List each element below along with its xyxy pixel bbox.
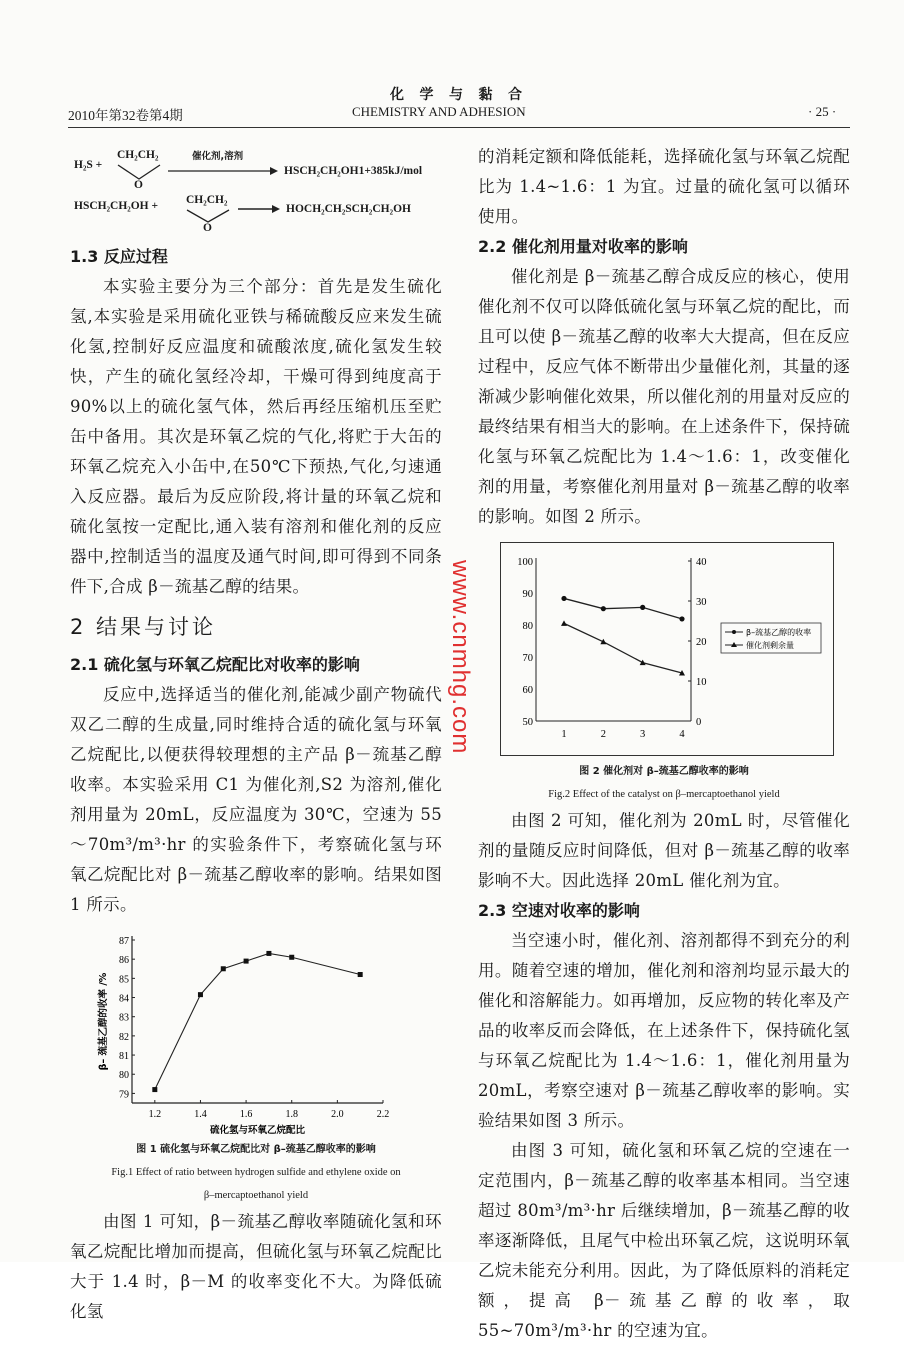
eq1-condition: 催化剂,溶剂 [192,151,244,162]
data-point [561,620,567,626]
x-tick-label: 2.2 [376,1109,390,1120]
right-tick-label: 10 [696,677,707,688]
y-tick-label: 81 [119,1051,129,1063]
data-point [561,596,566,601]
final-paragraph: 由图 3 可知，硫化氢和环氧乙烷的空速在一定范围内，β－巯基乙醇的收率基本相同。当空速超过 80m³/m³·hr 后继续增加，β－巯基乙醇的收率逐渐降低，且尾气中检出环氧乙烷，这说明环氧乙烷未能充分利用。因此，为了降低原料的消耗定额，提高 β－巯基乙醇的收率，取 55~70m³/m³·hr 的空速为宜。 [478,1141,850,1340]
data-point [679,616,684,621]
section-2-2-heading: 2.2 催化剂用量对收率的影响 [478,237,688,256]
eq2-left: HSCH₂CH₂OH + [74,200,159,212]
journal-title-en: CHEMISTRY AND ADHESION [352,104,526,119]
data-point [640,660,646,666]
figure-2-caption-en: Fig.2 Effect of the catalyst on β–mercaptoethanol yield [548,789,780,800]
x-tick-label: 1.6 [239,1109,253,1120]
y-tick-label: 87 [119,936,129,947]
figure-1 [70,928,442,1138]
eq1-epoxide-o: O [134,179,143,191]
left-tick-label: 100 [517,557,533,568]
arrow-icon [238,204,280,214]
figure-1-caption-en-2: β–mercaptoethanol yield [203,1190,309,1201]
eq2-epoxide: CH₂CH₂ [186,194,228,206]
figure-1-caption-en-1: Fig.1 Effect of ratio between hydrogen sulfide and ethylene oxide on [111,1167,401,1178]
right-column [478,142,850,1346]
journal-title-cn: 化 学 与 黏 合 [390,88,528,103]
x-tick-label: 2.0 [331,1109,344,1120]
x-tick-label: 4 [679,729,685,740]
section-2-1-heading: 2.1 硫化氢与环氧乙烷配比对收率的影响 [70,655,360,674]
x-tick-label: 1.2 [148,1109,162,1120]
data-point [221,966,226,971]
section-2-1-paragraph: 反应中,选择适当的催化剂,能减少副产物硫代双乙二醇的生成量,同时维持合适的硫化氢与环氧乙烷配比,以便获得较理想的主产品 β－巯基乙醇收率。本实验采用 C1 为催化剂,S2 为溶剂,催化剂用量为 20mL，反应温度为 30℃，空速为 55～70m³/m³·hr 的实验条件下，考察硫化氢与环氧乙烷配比对 β－巯基乙醇收率的影响。结果如图 1 所示。 [70,685,442,914]
page-number: · 25 · [808,104,837,119]
section-2-2-paragraph: 催化剂是 β－巯基乙醇合成反应的核心，使用催化剂不仅可以降低硫化氢与环氧乙烷的配比，而且可以使 β－巯基乙醇的收率大大提高，但在反应过程中，反应气体不断带出少量催化剂，其量的逐渐减少影响催化效果，所以催化剂的用量对反应的最终结果有相当大的影响。在上述条件下，保持硫化氢与环氧乙烷配比为 1.4～1.6：1，改变催化剂的用量，考察催化剂用量对 β－巯基乙醇的收率的影响。如图 2 所示。 [478,267,850,526]
eq1-epoxide: CH₂CH₂ [117,149,159,161]
section-2-heading: 2 结果与讨论 [70,615,217,639]
y-tick-label: 86 [119,955,129,967]
figure-2-frame [500,542,834,756]
series-line-1 [564,623,682,673]
data-point [152,1087,157,1092]
y-tick-label: 84 [119,993,129,1005]
section-2-3-heading: 2.3 空速对收率的影响 [478,901,640,920]
eq2-epoxide-o: O [203,222,212,234]
left-tick-label: 60 [522,685,533,696]
y-tick-label: 83 [119,1012,129,1024]
figure-1-caption-cn: 图 1 硫化氢与环氧乙烷配比对 β–巯基乙醇收率的影响 [136,1144,376,1155]
data-point [198,992,203,997]
legend-marker [732,630,736,634]
eq2-right: HOCH₂CH₂SCH₂CH₂OH [286,203,411,215]
right-tick-label: 0 [696,717,702,728]
right-tick-label: 20 [696,637,707,648]
right-tick-label: 30 [696,597,707,608]
data-point [600,639,606,645]
x-tick-label: 1 [561,729,567,740]
x-tick-label: 1.8 [285,1109,298,1120]
issue-info: 2010年第32卷第4期 [68,108,183,123]
data-point [266,951,271,956]
x-tick-label: 3 [640,729,646,740]
left-tick-label: 70 [522,653,533,664]
left-tick-label: 90 [522,589,533,600]
data-point [601,606,606,611]
y-tick-label: 79 [119,1089,129,1101]
legend-label: β–巯基乙醇的收率 [746,628,812,637]
eq1-left: H₂S + [74,159,103,171]
y-tick-label: 85 [119,974,129,986]
x-axis-label: 硫化氢与环氧乙烷配比 [209,1125,306,1136]
x-tick-label: 1.4 [194,1109,207,1120]
watermark: www.cnmhg.com [447,560,474,755]
figure-2-caption-cn: 图 2 催化剂对 β–巯基乙醇收率的影响 [579,766,749,777]
y-tick-label: 82 [119,1031,129,1043]
arrow-icon [168,166,278,176]
left-tick-label: 50 [522,717,533,728]
after-figure-2-paragraph: 由图 2 可知，催化剂为 20mL 时，尽管催化剂的量随反应时间降低，但对 β－巯基乙醇的收率影响不大。因此选择 20mL 催化剂为宜。 [478,811,850,890]
section-2-3-paragraph: 当空速小时，催化剂、溶剂都得不到充分的利用。随着空速的增加，催化剂和溶剂均显示最大的催化和溶解能力。如再增加，反应物的转化率及产品的收率反而会降低，在上述条件下，保持硫化氢与环氧乙烷配比为 1.4～1.6：1，催化剂用量为 20mL，考察空速对 β－巯基乙醇收率的影响。实验结果如图 3 所示。 [478,931,850,1130]
continued-paragraph: 的消耗定额和降低能耗，选择硫化氢与环氧乙烷配比为 1.4~1.6：1 为宜。过量的硫化氢可以循环使用。 [478,147,850,226]
left-tick-label: 80 [522,621,533,632]
left-column [70,242,442,1327]
series-line [155,953,360,1089]
eq1-right: HSCH₂CH₂OH1+385kJ/mol [284,165,423,177]
after-figure-1-paragraph: 由图 1 可知，β－巯基乙醇收率随硫化氢和环氧乙烷配比增加而提高，但硫化氢与环氧乙烷配比大于 1.4 时，β－M 的收率变化不大。为降低硫化氢 [70,1212,442,1321]
section-1-3-heading: 1.3 反应过程 [70,247,168,266]
right-tick-label: 40 [696,557,707,568]
section-1-3-paragraph: 本实验主要分为三个部分：首先是发生硫化氢,本实验是采用硫化亚铁与稀硫酸反应来发生硫化氢,控制好反应温度和硫酸浓度,硫化氢发生较快，产生的硫化氢经冷却，干燥可得到纯度高于90%以上的硫化氢气体，然后再经压缩机压至贮缶中备用。其次是环氧乙烷的气化,将贮于大缶的环氧乙烷充入小缶中,在50℃下预热,气化,匀速通入反应器。最后为反应阶段,将计量的环氧乙烷和硫化氢按一定配比,通入装有溶剂和催化剂的反应器中,控制适当的温度及通气时间,即可得到不同条件下,合成 β－巯基乙醇的结果。 [70,277,442,596]
y-tick-label: 80 [119,1070,129,1082]
data-point [640,605,645,610]
data-point [358,972,363,977]
y-axis-label: β– 巯基乙醇的收率 /% [98,972,109,1071]
x-tick-label: 2 [600,729,606,740]
series-line-0 [564,598,682,618]
figure-2-chart [501,543,833,755]
data-point [244,959,249,964]
legend-label: 催化剂剩余量 [746,641,794,650]
figure-1-chart [90,928,430,1136]
data-point [289,955,294,960]
header-rule [68,127,850,128]
